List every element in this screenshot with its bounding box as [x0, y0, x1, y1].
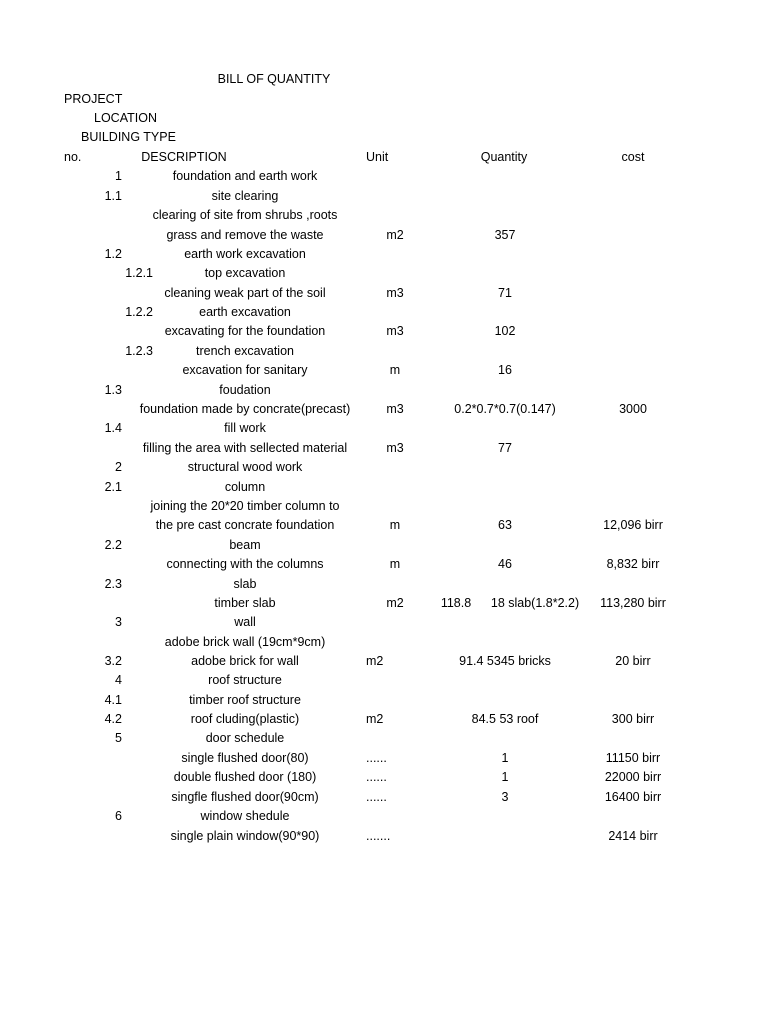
row-unit: ......: [366, 751, 387, 765]
row-description: excavation for sanitary: [182, 363, 308, 377]
row-description: top excavation: [204, 266, 286, 280]
row-number: 1.1: [104, 189, 122, 203]
row-quantity: 16: [498, 363, 512, 377]
row-number: 4: [115, 673, 122, 687]
row-cost: 3000: [619, 402, 647, 416]
row-unit: m2: [366, 654, 384, 668]
row-number: 1.3: [104, 383, 122, 397]
row-number: 2: [115, 460, 122, 474]
row-unit: m: [389, 518, 401, 532]
row-description: singfle flushed door(90cm): [171, 790, 319, 804]
row-description: filling the area with sellected material: [142, 441, 348, 455]
row-description: connecting with the columns: [166, 557, 324, 571]
row-description: door schedule: [205, 731, 285, 745]
row-unit: ......: [366, 770, 387, 784]
building-type-label: BUILDING TYPE: [81, 130, 176, 144]
row-quantity: 77: [498, 441, 512, 455]
project-label: PROJECT: [64, 92, 123, 106]
row-cost: 11150 birr: [605, 751, 661, 765]
row-description: adobe brick wall (19cm*9cm): [164, 635, 326, 649]
row-unit: m3: [386, 286, 404, 300]
row-description: column: [224, 480, 266, 494]
row-quantity: 91.4 5345 bricks: [459, 654, 551, 668]
row-description: timber roof structure: [189, 693, 301, 707]
row-description: joining the 20*20 timber column to: [150, 499, 340, 513]
row-cost: 8,832 birr: [606, 557, 660, 571]
header-no: no.: [64, 150, 82, 164]
row-number: 1: [115, 169, 122, 183]
row-description: roof cluding(plastic): [190, 712, 300, 726]
row-number: 1.2.1: [125, 266, 153, 280]
row-description: grass and remove the waste: [166, 228, 324, 242]
row-quantity: 46: [498, 557, 512, 571]
row-description: fill work: [224, 421, 266, 435]
row-cost: 12,096 birr: [603, 518, 663, 532]
header-cost: cost: [621, 150, 645, 164]
row-cost: 300 birr: [611, 712, 655, 726]
row-number: 3: [115, 615, 122, 629]
row-number: 3.2: [104, 654, 122, 668]
row-quantity: 357: [494, 228, 516, 242]
header-quantity: Quantity: [480, 150, 528, 164]
row-description: double flushed door (180): [173, 770, 317, 784]
row-description: foundation made by concrate(precast): [139, 402, 351, 416]
row-number: 1.2.2: [125, 305, 153, 319]
row-description: clearing of site from shrubs ,roots: [152, 208, 338, 222]
row-quantity: 18 slab(1.8*2.2): [490, 596, 580, 610]
row-description: slab: [233, 577, 257, 591]
row-unit: .......: [366, 829, 391, 843]
row-description: site clearing: [211, 189, 279, 203]
row-number: 2.2: [104, 538, 122, 552]
row-number: 2.3: [104, 577, 122, 591]
row-description: single flushed door(80): [181, 751, 309, 765]
row-quantity: 3: [501, 790, 509, 804]
row-unit: ......: [366, 790, 387, 804]
row-description: window shedule: [200, 809, 290, 823]
row-unit: m: [389, 363, 401, 377]
document-title: BILL OF QUANTITY: [217, 72, 331, 86]
row-description: timber slab: [214, 596, 276, 610]
row-description: earth work excavation: [184, 247, 306, 261]
row-quantity: 63: [498, 518, 512, 532]
row-description: wall: [234, 615, 256, 629]
row-number: 4.1: [104, 693, 122, 707]
row-description: adobe brick for wall: [191, 654, 299, 668]
row-description: beam: [229, 538, 261, 552]
row-description: earth excavation: [199, 305, 291, 319]
row-description: excavating for the foundation: [164, 324, 326, 338]
row-quantity: 1: [501, 751, 509, 765]
row-description: the pre cast concrate foundation: [155, 518, 335, 532]
row-unit: m2: [386, 228, 404, 242]
row-cost: 20 birr: [615, 654, 651, 668]
row-quantity: 71: [498, 286, 512, 300]
row-number: 1.2.3: [125, 344, 153, 358]
row-description: structural wood work: [187, 460, 303, 474]
row-description: roof structure: [208, 673, 282, 687]
row-unit: m3: [386, 441, 404, 455]
row-unit: m2: [366, 712, 384, 726]
row-number: 6: [115, 809, 122, 823]
row-cost: 22000 birr: [604, 770, 662, 784]
row-number: 1.2: [104, 247, 122, 261]
location-label: LOCATION: [94, 111, 157, 125]
row-description: foudation: [219, 383, 271, 397]
row-number: 5: [115, 731, 122, 745]
row-quantity: 84.5 53 roof: [471, 712, 539, 726]
row-number: 4.2: [104, 712, 122, 726]
row-unit: m3: [386, 324, 404, 338]
row-quantity: 0.2*0.7*0.7(0.147): [454, 402, 556, 416]
row-number: 2.1: [104, 480, 122, 494]
row-description: cleaning weak part of the soil: [164, 286, 326, 300]
row-unit: m: [389, 557, 401, 571]
row-description: trench excavation: [196, 344, 294, 358]
row-quantity-area: 118.8: [440, 596, 472, 610]
row-cost: 16400 birr: [604, 790, 662, 804]
row-quantity: 1: [501, 770, 509, 784]
row-unit: m2: [386, 596, 404, 610]
row-cost: 2414 birr: [608, 829, 658, 843]
row-cost: 113,280 birr: [600, 596, 666, 610]
row-description: foundation and earth work: [172, 169, 318, 183]
row-number: 1.4: [104, 421, 122, 435]
header-description: DESCRIPTION: [141, 150, 227, 164]
header-unit: Unit: [366, 150, 389, 164]
row-description: single plain window(90*90): [170, 829, 320, 843]
row-quantity: 102: [494, 324, 516, 338]
row-unit: m3: [386, 402, 404, 416]
